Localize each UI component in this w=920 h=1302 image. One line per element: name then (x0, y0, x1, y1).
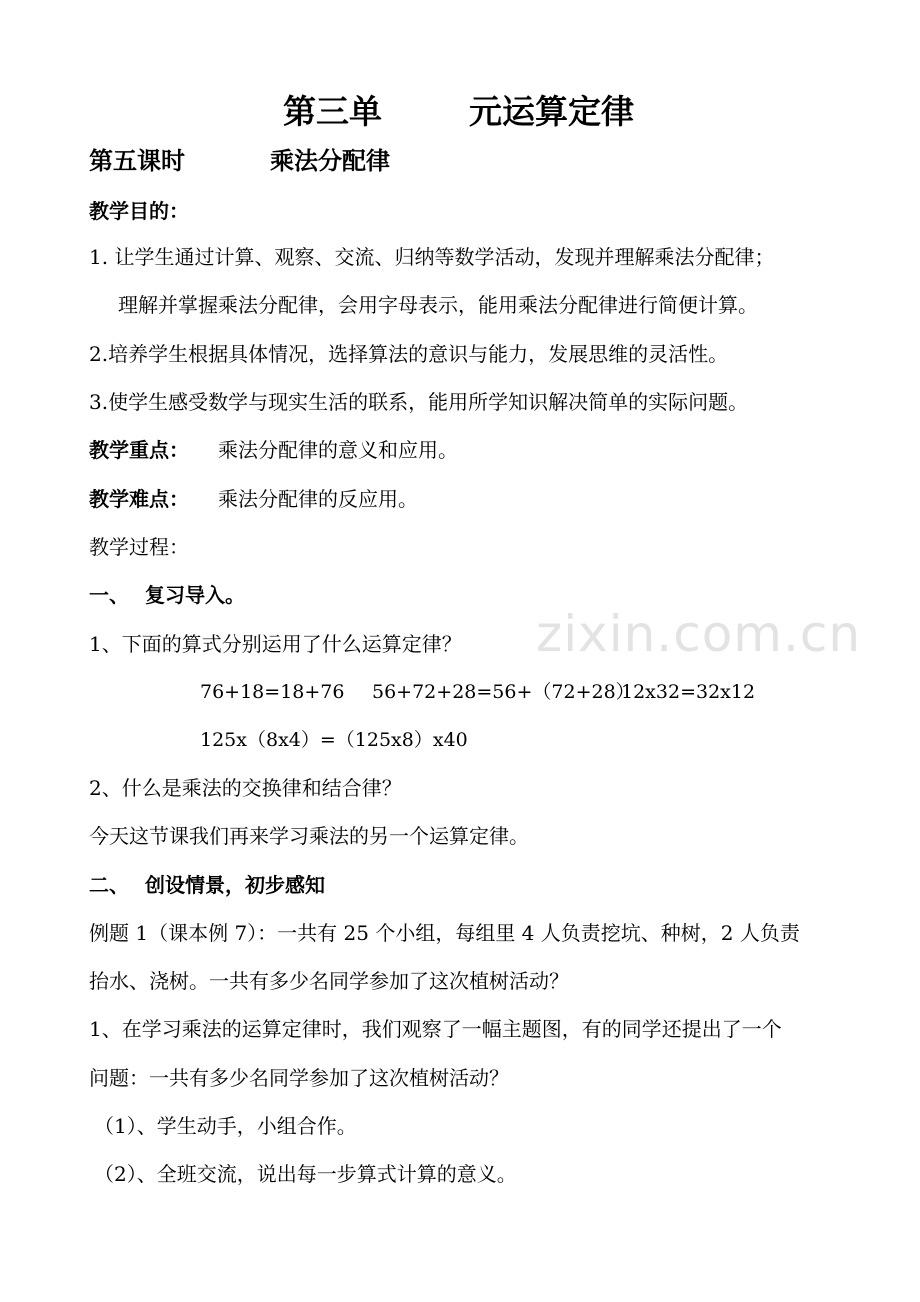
section-1-number: 一、 (89, 583, 129, 607)
step-1: （1）、学生动手，小组合作。 (94, 1114, 357, 1138)
key-point-label: 教学重点： (89, 438, 189, 462)
lesson-title: 乘法分配律 (270, 147, 390, 175)
unit-title-text (469, 92, 634, 132)
objective-1-line-2: 理解并掌握乘法分配律，会用字母表示，能用乘法分配律进行简便计算。 (118, 293, 758, 317)
section-1-question-1: 1、下面的算式分别运用了什么运算定律？ (89, 632, 462, 656)
objectives-heading: 教学目的： (89, 199, 189, 223)
unit-title (283, 92, 382, 132)
difficulty-label: 教学难点： (89, 487, 189, 511)
formula-2: 56+72+28=56+（72+28） (372, 681, 635, 703)
paragraph-1-line-1: 1、在学习乘法的运算定律时，我们观察了一幅主题图，有的同学还提出了一个 (89, 1017, 782, 1041)
process-heading: 教学过程： (89, 535, 189, 559)
formula-3: 12x32=32x12 (621, 681, 756, 703)
paragraph-1-line-2: 问题：一共有多少名同学参加了这次植树活动？ (89, 1066, 509, 1090)
section-2-title: 创设情景，初步感知 (145, 873, 325, 897)
objective-3: 3.使学生感受数学与现实生活的联系，能用所学知识解决简单的实际问题。 (89, 390, 749, 414)
section-1-title: 复习导入。 (145, 583, 245, 607)
key-point-text: 乘法分配律的意义和应用。 (218, 438, 458, 462)
objective-1-line-1: 1. 让学生通过计算、观察、交流、归纳等数学活动，发现并理解乘法分配律； (89, 245, 775, 269)
lesson-label: 第五课时 (89, 147, 185, 175)
example-line-2: 抬水、浇树。一共有多少名同学参加了这次植树活动？ (89, 969, 569, 993)
section-1-question-2: 2、什么是乘法的交换律和结合律？ (89, 776, 402, 800)
formula-1: 76+18=18+76 (200, 681, 345, 703)
difficulty-text: 乘法分配律的反应用。 (218, 487, 418, 511)
unit-title-label: 元运算定律 (469, 92, 634, 131)
step-2: （2）、全班交流，说出每一步算式计算的意义。 (94, 1162, 517, 1186)
section-2-number: 二、 (89, 873, 129, 897)
watermark: zixin.com.cn (536, 605, 862, 663)
formula-4: 125x（8x4）=（125x8）x40 (200, 729, 468, 751)
unit-label: 第三单 (283, 92, 382, 131)
objective-2: 2.培养学生根据具体情况，选择算法的意识与能力，发展思维的灵活性。 (89, 342, 729, 366)
section-1-intro: 今天这节课我们再来学习乘法的另一个运算定律。 (89, 824, 529, 848)
example-line-1: 例题 1（课本例 7）：一共有 25 个小组，每组里 4 人负责挖坑、种树，2 人负责 (89, 921, 800, 945)
